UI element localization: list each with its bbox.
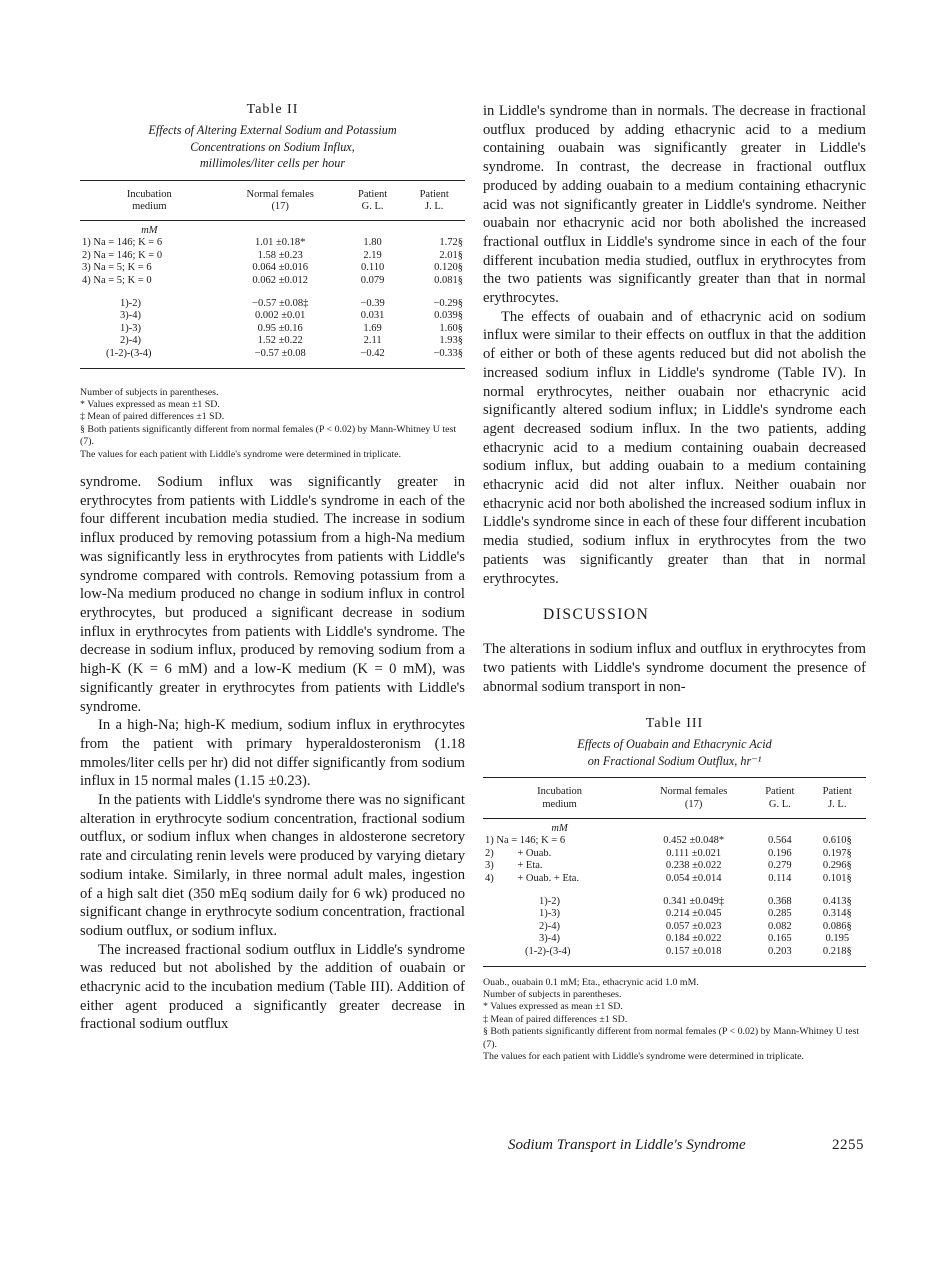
- diff-normal: 0.002 ±0.01: [254, 310, 306, 322]
- row-label: 2) + Ouab.: [485, 847, 552, 859]
- table-row: [483, 835, 866, 848]
- discussion-body: [483, 640, 866, 696]
- row-label: 1) Na = 146; K = 6: [485, 835, 566, 847]
- paragraph: In the patients with Liddle's syndrome there was no significant alteration in erythrocyte sodium concentration, fractional sodium outflux, or sodium influx when changes in aldosterone secretory rate and circulating renin levels were produced by varying dietary sodium intake. Similarly, in three normal adult males, ingestion of a high salt diet (350 mEq sodium daily for 6 wk) produced no significant change in erythrocyte sodium concentration, fractional sodium outflux, or sodium influx.: [80, 792, 465, 939]
- discussion-heading: DISCUSSION: [543, 606, 650, 624]
- table-3-note: Ouab., ouabain 0.1 mM; Eta., ethacrynic acid 1.0 mM.: [483, 976, 699, 988]
- table-3-subtitle-line2: on Fractional Sodium Outflux, hr⁻¹: [587, 753, 762, 768]
- row-label: 4) Na = 5; K = 0: [82, 275, 152, 287]
- table-row: [80, 250, 465, 263]
- table-2-note: The values for each patient with Liddle's syndrome were determined in triplicate.: [80, 448, 401, 460]
- header-incubation: Incubation: [537, 786, 583, 798]
- diff-normal: 0.057 ±0.023: [665, 920, 722, 932]
- row-normal: 0.054 ±0.014: [665, 872, 722, 884]
- table-3-note: § Both patients significantly different from normal females (P < 0.02) by Mann-Whitney U test (7).: [483, 1026, 860, 1050]
- table-2-notes: [80, 387, 465, 461]
- header-patient-jl: Patient: [822, 786, 852, 798]
- row-jl: 0.101§: [822, 872, 852, 884]
- diff-jl: 0.413§: [822, 895, 852, 907]
- table-3-grid: [483, 777, 866, 966]
- table-row: [80, 262, 465, 275]
- table-row: [483, 896, 866, 909]
- table-row: [483, 848, 866, 861]
- header-medium: medium: [542, 798, 577, 810]
- paragraph: The increased fractional sodium outflux in Liddle's syndrome was reduced but not abolished by the addition of ouabain or ethacrynic acid to the incubation medium (Table III). Addition of either agent produced a significantly greater decrease in fractional sodium outflux: [80, 941, 465, 1033]
- left-body-text: [80, 473, 465, 1034]
- table-row: [80, 310, 465, 323]
- row-normal: 0.452 ±0.048*: [663, 835, 725, 847]
- diff-jl: 1.60§: [439, 322, 463, 334]
- row-jl: 0.081§: [434, 275, 463, 287]
- row-label: 2) Na = 146; K = 0: [82, 249, 163, 261]
- diff-label: (1-2)-(3-4): [525, 945, 571, 957]
- table-row: [483, 921, 866, 934]
- row-label: 3) Na = 5; K = 6: [82, 262, 152, 274]
- left-column: [80, 102, 465, 1034]
- row-jl: 0.296§: [822, 860, 852, 872]
- diff-jl: 0.039§: [434, 310, 463, 322]
- header-patient-gl: Patient: [357, 188, 388, 200]
- right-column: [483, 102, 866, 1063]
- row-normal: 0.238 ±0.022: [665, 860, 722, 872]
- row-jl: 0.120§: [434, 262, 463, 274]
- table-2-subtitle: [80, 122, 465, 172]
- page-footer: [508, 1137, 864, 1154]
- row-jl: 1.72§: [439, 237, 463, 249]
- header-patient-gl: Patient: [765, 786, 795, 798]
- row-gl: 2.19: [363, 249, 382, 261]
- table-row: [80, 323, 465, 336]
- diff-gl: 0.203: [768, 945, 792, 957]
- paragraph: The alterations in sodium influx and outflux in erythrocytes from two patients with Liddle's syndrome document the presence of abnormal sodium transport in non-: [483, 641, 866, 695]
- header-normal-females: Normal females: [246, 188, 314, 200]
- table-3-caption: Table III: [645, 716, 704, 732]
- header-jl: J. L.: [828, 798, 847, 810]
- header-gl: G. L.: [768, 798, 791, 810]
- diff-jl: 1.93§: [439, 335, 463, 347]
- diff-normal: −0.57 ±0.08‡: [252, 297, 309, 309]
- paragraph: in Liddle's syndrome than in normals. The decrease in fractional outflux produced by adding ethacrynic acid to a medium containing ouabain was significantly greater in Liddle's syndrome. In contrast, the decrease in fractional outflux produced by adding ouabain to a medium containing ethacrynic acid was not significantly greater in Liddle's syndrome. Neither ouabain nor ethacrynic acid nor both abolished the increased fractional outflux in Liddle's syndrome since in each of the four different incubation media studied, outflux in erythrocytes from the two patients was significantly greater than that in normal erythrocytes.: [483, 103, 866, 307]
- diff-normal: 0.157 ±0.018: [665, 945, 722, 957]
- table-row: [483, 946, 866, 966]
- row-normal: 0.064 ±0.016: [252, 262, 308, 274]
- diff-label: 2)-4): [120, 335, 141, 347]
- diff-normal: −0.57 ±0.08: [254, 348, 306, 360]
- diff-gl: 1.69: [363, 322, 382, 334]
- row-normal: 1.01 ±0.18*: [254, 237, 306, 249]
- table-row: [80, 237, 465, 250]
- diff-gl: 0.368: [768, 895, 792, 907]
- header-jl: J. L.: [425, 201, 444, 213]
- diff-label: 3)-4): [120, 310, 141, 322]
- table-2-caption: Table II: [246, 102, 299, 117]
- diff-label: 1)-2): [539, 895, 560, 907]
- table-3-subtitle-line1: Effects of Ouabain and Ethacrynic Acid: [577, 737, 772, 752]
- table-2-grid: [80, 180, 465, 369]
- diff-label: 1)-2): [120, 297, 141, 309]
- header-medium: medium: [132, 201, 167, 213]
- right-body-text: [483, 102, 866, 588]
- row-normal: 1.58 ±0.23: [257, 249, 303, 261]
- diff-jl: 0.314§: [822, 908, 852, 920]
- table-2-subtitle-line3: millimoles/liter cells per hour: [199, 156, 346, 170]
- table-3-note: ‡ Mean of paired differences ±1 SD.: [483, 1013, 628, 1025]
- header-incubation: Incubation: [126, 188, 172, 200]
- table-2: [80, 102, 465, 461]
- paragraph: In a high-Na; high-K medium, sodium influx in erythrocytes from the patient with primary hyperaldosteronism (1.18 mmoles/liter cells per hr) did not differ significantly from sodium influx in 15 normal males (1.15 ±0.23).: [80, 717, 465, 790]
- diff-jl: 0.086§: [822, 920, 852, 932]
- row-jl: 0.610§: [822, 835, 852, 847]
- paragraph: syndrome. Sodium influx was significantly greater in erythrocytes from patients with Liddle's syndrome in each of the four different incubation media studied. The increase in sodium influx produced by removing potassium from a high-Na medium was significantly less in erythrocytes from patients with Liddle's syndrome compared with controls. Removing potassium from a low-Na medium produced no change in sodium influx in control erythrocytes, but produced a significant decrease in sodium influx in erythrocytes from patients with Liddle's syndrome. The decrease in sodium influx, produced by removing sodium from a high-K (K = 6 mM) and a low-K medium (K = 0 mM), was significantly greater in erythrocytes from patients with Liddle's syndrome.: [80, 474, 465, 715]
- table-2-subtitle-line1: Effects of Altering External Sodium and Potassium: [148, 123, 397, 137]
- table-row: [483, 908, 866, 921]
- running-title: Sodium Transport in Liddle's Syndrome: [508, 1137, 746, 1153]
- header-gl: G. L.: [361, 201, 384, 213]
- diff-jl: 0.195: [825, 933, 850, 945]
- table-2-subtitle-line2: Concentrations on Sodium Influx,: [190, 139, 355, 154]
- page-number: 2255: [832, 1137, 864, 1153]
- table-2-note: Number of subjects in parentheses.: [80, 386, 219, 398]
- diff-label: 1)-3): [539, 908, 560, 920]
- row-label: 1) Na = 146; K = 6: [82, 237, 163, 249]
- row-jl: 0.197§: [822, 847, 852, 859]
- diff-normal: 0.214 ±0.045: [665, 908, 722, 920]
- diff-label: 2)-4): [539, 920, 560, 932]
- row-gl: 0.279: [768, 860, 792, 872]
- diff-gl: 0.285: [768, 908, 792, 920]
- row-gl: 0.564: [768, 835, 792, 847]
- header-normal-n: (17): [271, 201, 289, 213]
- header-normal-females: Normal females: [659, 786, 728, 798]
- table-row: [80, 335, 465, 348]
- header-patient-jl: Patient: [419, 188, 449, 200]
- table-3-subtitle: [483, 736, 866, 769]
- table-3: [483, 716, 866, 1063]
- table-3-header-row: [483, 778, 866, 818]
- table-3-note: * Values expressed as mean ±1 SD.: [483, 1001, 623, 1013]
- table-3-notes: [483, 977, 866, 1064]
- row-gl: 1.80: [363, 237, 382, 249]
- diff-label: (1-2)-(3-4): [106, 348, 152, 360]
- row-label: 4) + Ouab. + Eta.: [485, 872, 580, 884]
- table-3-note: The values for each patient with Liddle's syndrome were determined in triplicate.: [483, 1050, 804, 1062]
- diff-label: 1)-3): [120, 322, 141, 334]
- table-row: [80, 298, 465, 311]
- table-row: [80, 348, 465, 368]
- header-normal-n: (17): [684, 798, 703, 810]
- row-gl: 0.110: [360, 262, 385, 274]
- table-row: [483, 860, 866, 873]
- row-label: 3) + Eta.: [485, 860, 543, 872]
- diff-normal: 1.52 ±0.22: [257, 335, 303, 347]
- unit-label: mM: [551, 822, 568, 834]
- diff-normal: 0.184 ±0.022: [665, 933, 722, 945]
- row-gl: 0.079: [360, 275, 385, 287]
- row-normal: 0.062 ±0.012: [252, 275, 308, 287]
- diff-gl: 0.031: [360, 310, 385, 322]
- diff-label: 3)-4): [539, 933, 560, 945]
- table-row: [483, 873, 866, 886]
- diff-jl: −0.29§: [433, 297, 463, 309]
- unit-label: mM: [141, 224, 158, 236]
- diff-normal: 0.95 ±0.16: [257, 322, 303, 334]
- diff-gl: −0.39: [360, 297, 385, 309]
- diff-gl: −0.42: [360, 348, 385, 360]
- row-gl: 0.196: [768, 847, 792, 859]
- diff-gl: 0.082: [768, 920, 792, 932]
- row-jl: 2.01§: [439, 249, 463, 261]
- row-normal: 0.111 ±0.021: [666, 847, 722, 859]
- table-row: [80, 275, 465, 288]
- diff-normal: 0.341 ±0.049‡: [663, 895, 725, 907]
- row-gl: 0.114: [768, 872, 792, 884]
- diff-gl: 0.165: [768, 933, 792, 945]
- table-2-note: * Values expressed as mean ±1 SD.: [80, 399, 220, 411]
- table-2-note: § Both patients significantly different from normal females (P < 0.02) by Mann-Whitney U test (7).: [80, 423, 457, 448]
- diff-gl: 2.11: [363, 335, 382, 347]
- table-2-header-row: [80, 180, 465, 220]
- paragraph: The effects of ouabain and of ethacrynic acid on sodium influx were similar to their effects on outflux in that the addition of either or both of these agents reduced but did not abolish the increased sodium influx in Liddle's syndrome (Table IV). In normal erythrocytes, neither ouabain nor ethacrynic acid significantly altered sodium influx; in Liddle's syndrome each agent decreased sodium influx. In the two patients, adding ethacrynic acid to a medium containing ouabain decreased sodium influx, but adding ouabain to a medium containing ethacrynic acid did not alter influx. Neither ouabain nor ethacrynic acid nor both abolished the increased sodium influx in Liddle's syndrome since in each of these four different incubation media studied, sodium influx in erythrocytes from the two patients was significantly greater than that in normal erythrocytes.: [483, 308, 866, 587]
- diff-jl: −0.33§: [433, 348, 463, 360]
- diff-jl: 0.218§: [822, 945, 852, 957]
- table-3-note: Number of subjects in parentheses.: [483, 988, 622, 1000]
- table-2-note: ‡ Mean of paired differences ±1 SD.: [80, 411, 225, 423]
- table-row: [483, 933, 866, 946]
